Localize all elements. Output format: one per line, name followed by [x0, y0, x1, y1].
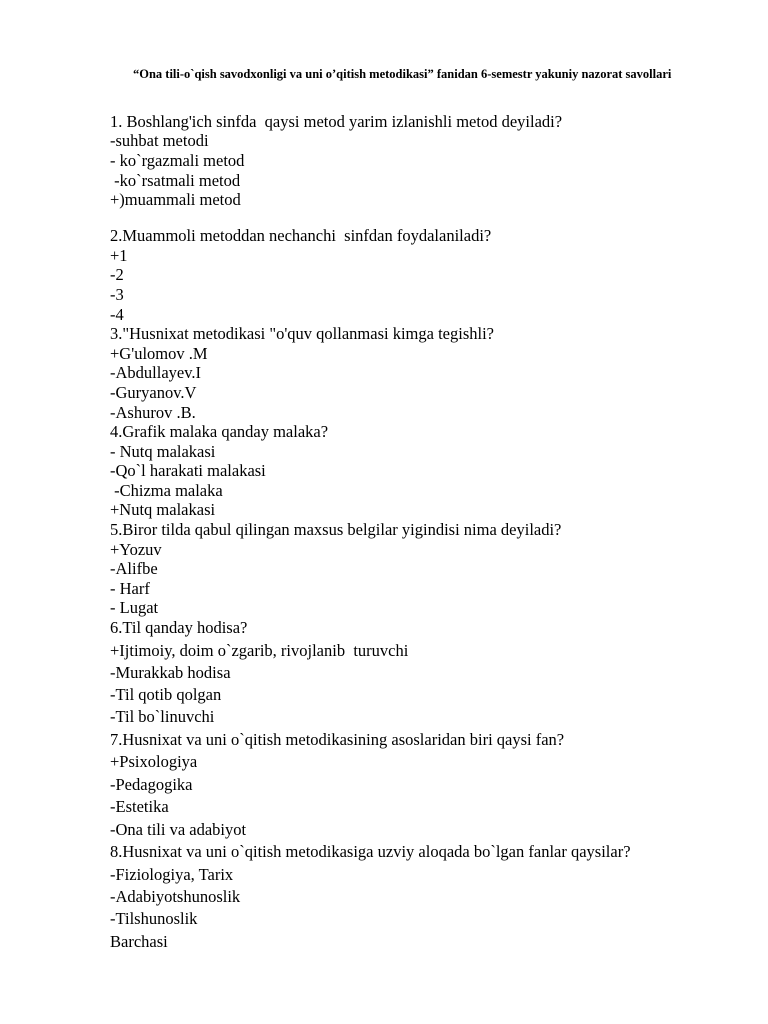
question-3: 3."Husnixat metodikasi "o'quv qollanmasi kimga tegishli? [110, 324, 494, 343]
question-5: 5.Biror tilda qabul qilingan maxsus belgilar yigindisi nima deyiladi? [110, 520, 562, 539]
document-title: “Ona tili-o`qish savodxonligi va uni o’qitish metodikasi” fanidan 6-semestr yakuniy nazorat savollari [133, 67, 672, 81]
answer-option: - Harf [110, 579, 150, 598]
answer-option: +Ijtimoiy, doim o`zgarib, rivojlanib turuvchi [110, 641, 409, 660]
answer-option: -Estetika [110, 797, 169, 816]
answer-option: +)muammali metod [110, 190, 241, 209]
answer-option: -Til bo`linuvchi [110, 707, 215, 726]
answer-option: +G'ulomov .M [110, 344, 208, 363]
answer-option: -Fiziologiya, Tarix [110, 865, 234, 884]
question-2: 2.Muammoli metoddan nechanchi sinfdan foydalaniladi? [110, 226, 492, 245]
answer-option: -3 [110, 285, 124, 304]
question-6: 6.Til qanday hodisa? [110, 618, 248, 637]
answer-option: -Tilshunoslik [110, 909, 198, 928]
answer-option: -Chizma malaka [110, 481, 223, 500]
question-7: 7.Husnixat va uni o`qitish metodikasining asoslaridan biri qaysi fan? [110, 730, 565, 749]
answer-option: -suhbat metodi [110, 131, 209, 150]
answer-option: +Nutq malakasi [110, 500, 216, 519]
question-8: 8.Husnixat va uni o`qitish metodikasiga uzviy aloqada bo`lgan fanlar qaysilar? [110, 842, 631, 861]
answer-option: - ko`rgazmali metod [110, 151, 245, 170]
answer-option: +Psixologiya [110, 752, 198, 771]
answer-option: +1 [110, 246, 128, 265]
answer-option: - Lugat [110, 598, 159, 617]
answer-option: -Alifbe [110, 559, 158, 578]
answer-option: Barchasi [110, 932, 168, 951]
answer-option: -Til qotib qolgan [110, 685, 222, 704]
answer-option: -Ashurov .B. [110, 403, 196, 422]
answer-option: -4 [110, 305, 124, 324]
answer-option: -2 [110, 265, 124, 284]
answer-option: -ko`rsatmali metod [110, 171, 241, 190]
answer-option: - Nutq malakasi [110, 442, 216, 461]
answer-option: -Ona tili va adabiyot [110, 820, 247, 839]
question-4: 4.Grafik malaka qanday malaka? [110, 422, 329, 441]
question-1: 1. Boshlang'ich sinfda qaysi metod yarim izlanishli metod deyiladi? [110, 112, 563, 131]
answer-option: +Yozuv [110, 540, 162, 559]
answer-option: -Qo`l harakati malakasi [110, 461, 266, 480]
answer-option: -Adabiyotshunoslik [110, 887, 241, 906]
answer-option: -Murakkab hodisa [110, 663, 231, 682]
answer-option: -Guryanov.V [110, 383, 197, 402]
answer-option: -Abdullayev.I [110, 363, 202, 382]
answer-option: -Pedagogika [110, 775, 193, 794]
